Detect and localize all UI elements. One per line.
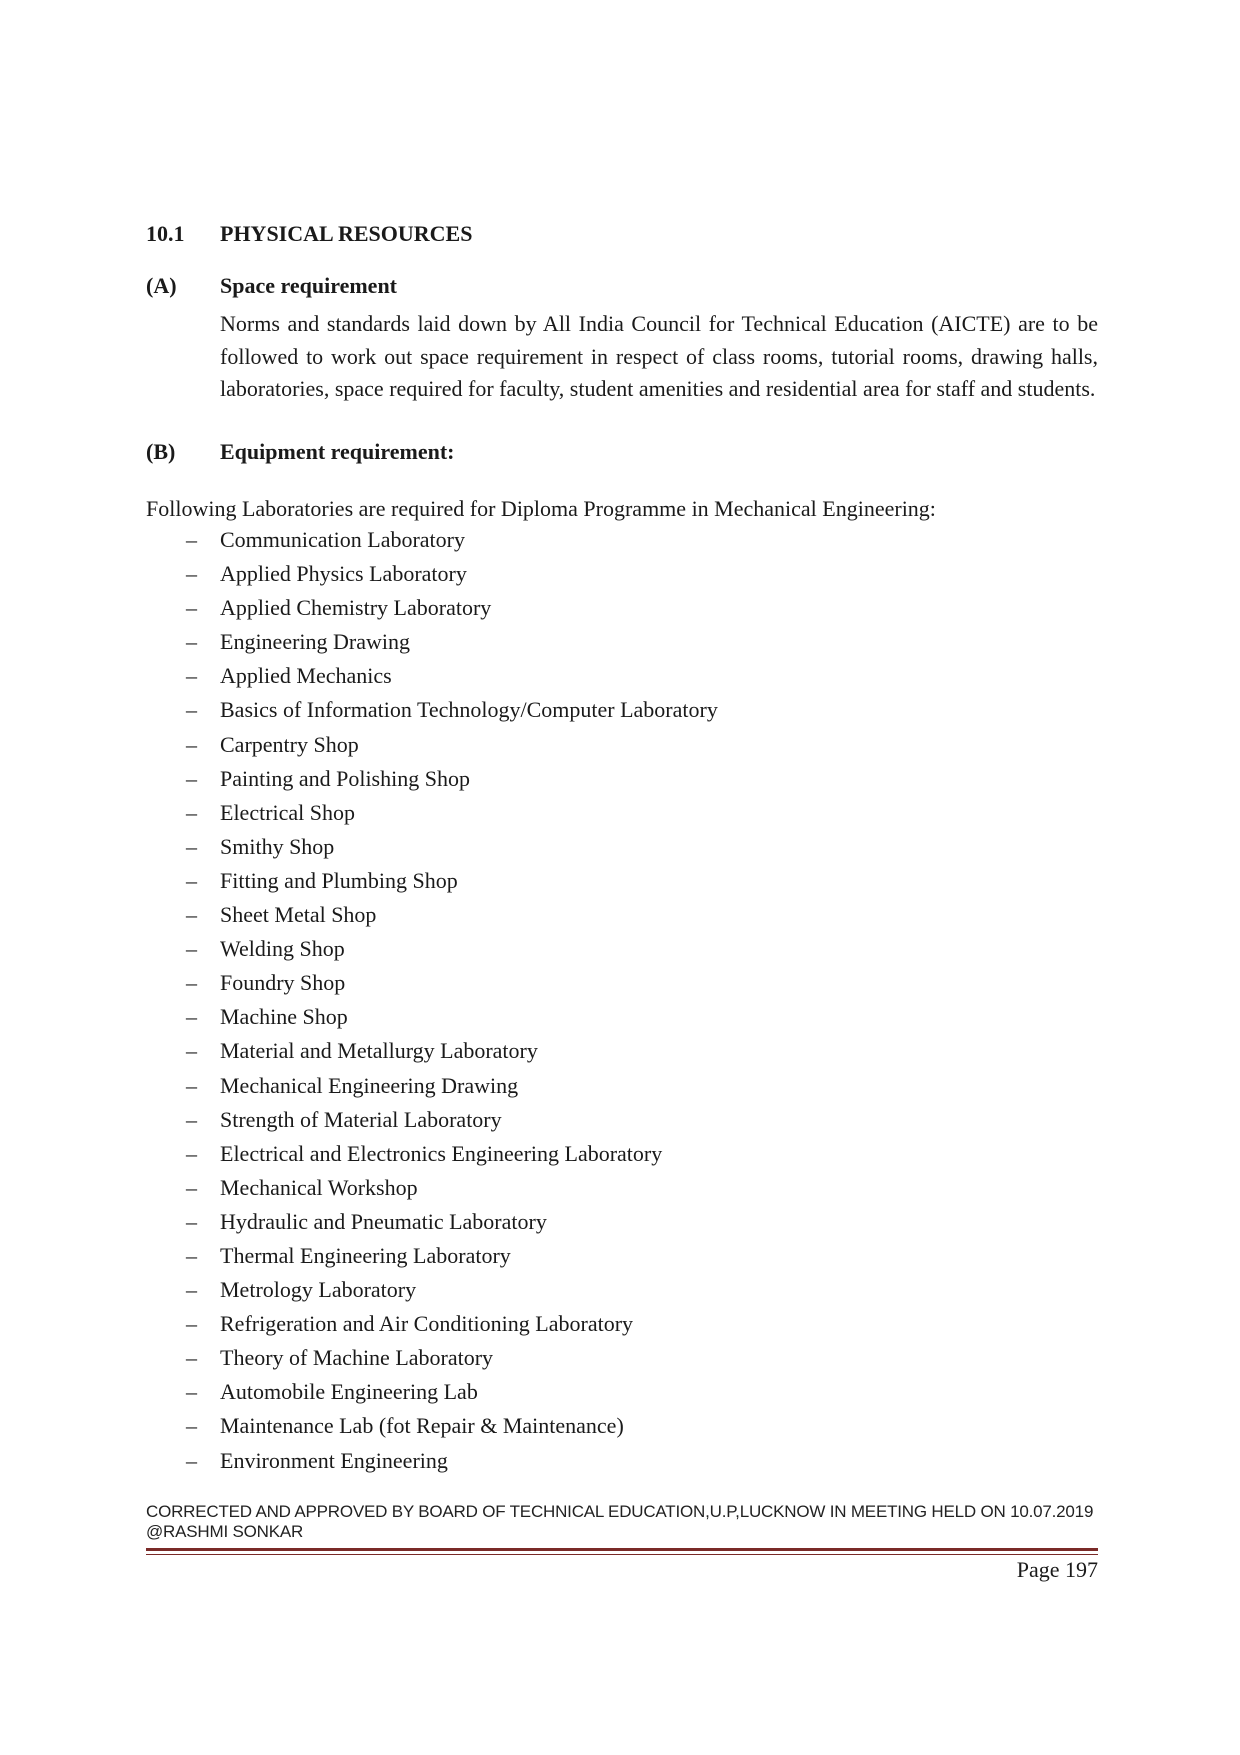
list-item (146, 1171, 718, 1205)
list-item-label: Engineering Drawing (220, 629, 410, 655)
list-dash: – (186, 1311, 197, 1337)
footer-rule-thin (146, 1554, 1098, 1555)
list-item-label: Fitting and Plumbing Shop (220, 867, 458, 893)
list-item (146, 1409, 718, 1443)
list-item (146, 830, 718, 864)
list-dash: – (186, 1379, 197, 1405)
list-dash: – (186, 731, 197, 757)
list-item-label: Electrical Shop (220, 799, 356, 825)
list-item (146, 557, 718, 591)
list-item-label: Painting and Polishing Shop (220, 765, 470, 791)
list-item (146, 1341, 718, 1375)
laboratory-list (146, 523, 718, 1478)
equipment-requirement-heading (146, 439, 454, 465)
list-item-label: Hydraulic and Pneumatic Laboratory (220, 1208, 547, 1234)
page-number: Page 197 (1016, 1557, 1098, 1582)
list-item-label: Strength of Material Laboratory (220, 1106, 502, 1132)
list-item (146, 1000, 718, 1034)
list-dash: – (186, 1038, 197, 1064)
list-item-label: Sheet Metal Shop (220, 902, 377, 928)
list-dash: – (186, 663, 197, 689)
space-requirement-label: (A) (146, 273, 177, 298)
list-item (146, 796, 718, 830)
list-item (146, 932, 718, 966)
list-item (146, 762, 718, 796)
list-item (146, 1069, 718, 1103)
list-item (146, 625, 718, 659)
equipment-requirement-title: Equipment requirement: (220, 439, 455, 464)
list-item (146, 1239, 718, 1273)
space-requirement-title: Space requirement (220, 273, 397, 298)
list-dash: – (186, 1277, 197, 1303)
list-item-label: Basics of Information Technology/Computer Laboratory (220, 697, 718, 723)
list-item-label: Automobile Engineering Lab (220, 1379, 478, 1405)
footer-rule-thick (146, 1548, 1098, 1551)
section-number: 10.1 (146, 221, 185, 246)
list-dash: – (186, 561, 197, 587)
list-item (146, 1205, 718, 1239)
space-requirement-paragraph: Norms and standards laid down by All India Council for Technical Education (AICTE) are to be followed to work out space requirement in respect of class rooms, tutorial rooms, drawing halls, laboratories, space required for faculty, student amenities and residential area for staff and students. (220, 311, 1098, 401)
list-dash: – (186, 833, 197, 859)
list-dash: – (186, 799, 197, 825)
list-item-label: Communication Laboratory (220, 527, 465, 552)
list-item (146, 1273, 718, 1307)
list-item-label: Maintenance Lab (fot Repair & Maintenance) (220, 1413, 624, 1439)
approval-footer-note: CORRECTED AND APPROVED BY BOARD OF TECHNICAL EDUCATION,U.P,LUCKNOW IN MEETING HELD ON 10.07.2019 @RASHMI SONKAR (146, 1502, 1094, 1541)
list-item-label: Mechanical Workshop (220, 1174, 418, 1200)
list-item-label: Applied Chemistry Laboratory (220, 595, 492, 621)
list-item-label: Environment Engineering (220, 1447, 448, 1473)
list-item-label: Theory of Machine Laboratory (220, 1345, 494, 1371)
list-dash: – (186, 697, 197, 723)
list-item-label: Metrology Laboratory (220, 1277, 417, 1303)
list-dash: – (186, 629, 197, 655)
list-item (146, 728, 718, 762)
list-item (146, 1444, 718, 1478)
list-dash: – (186, 1345, 197, 1371)
list-dash: – (186, 527, 197, 552)
list-item (146, 1103, 718, 1137)
list-item-label: Carpentry Shop (220, 731, 359, 757)
section-title: PHYSICAL RESOURCES (220, 221, 473, 246)
list-item-label: Thermal Engineering Laboratory (220, 1242, 511, 1268)
laboratories-intro: Following Laboratories are required for Diploma Programme in Mechanical Engineering: (146, 496, 936, 521)
space-requirement-heading (146, 273, 397, 299)
list-item-label: Welding Shop (220, 936, 345, 962)
list-item-label: Smithy Shop (220, 833, 335, 859)
section-heading (146, 221, 472, 247)
list-dash: – (186, 1174, 197, 1200)
list-dash: – (186, 1140, 197, 1166)
list-dash: – (186, 1242, 197, 1268)
list-item (146, 659, 718, 693)
list-dash: – (186, 1004, 197, 1030)
list-dash: – (186, 595, 197, 621)
list-item (146, 898, 718, 932)
list-item (146, 523, 718, 557)
list-item (146, 1137, 718, 1171)
list-item-label: Applied Mechanics (220, 663, 392, 689)
list-item (146, 966, 718, 1000)
list-item (146, 1307, 718, 1341)
list-item-label: Electrical and Electronics Engineering Laboratory (220, 1140, 663, 1166)
list-item (146, 1034, 718, 1068)
list-item (146, 693, 718, 727)
list-dash: – (186, 1072, 197, 1098)
list-dash: – (186, 936, 197, 962)
list-item-label: Refrigeration and Air Conditioning Laboratory (220, 1311, 634, 1337)
list-dash: – (186, 867, 197, 893)
equipment-requirement-label: (B) (146, 439, 176, 464)
list-dash: – (186, 765, 197, 791)
list-dash: – (186, 1447, 197, 1473)
list-item (146, 591, 718, 625)
list-item-label: Machine Shop (220, 1004, 348, 1030)
list-dash: – (186, 1208, 197, 1234)
list-dash: – (186, 1106, 197, 1132)
list-item-label: Mechanical Engineering Drawing (220, 1072, 519, 1098)
list-item-label: Material and Metallurgy Laboratory (220, 1038, 538, 1064)
list-dash: – (186, 970, 197, 996)
list-dash: – (186, 1413, 197, 1439)
list-item-label: Applied Physics Laboratory (220, 561, 467, 587)
list-item (146, 1375, 718, 1409)
list-dash: – (186, 902, 197, 928)
list-item (146, 864, 718, 898)
list-item-label: Foundry Shop (220, 970, 346, 996)
